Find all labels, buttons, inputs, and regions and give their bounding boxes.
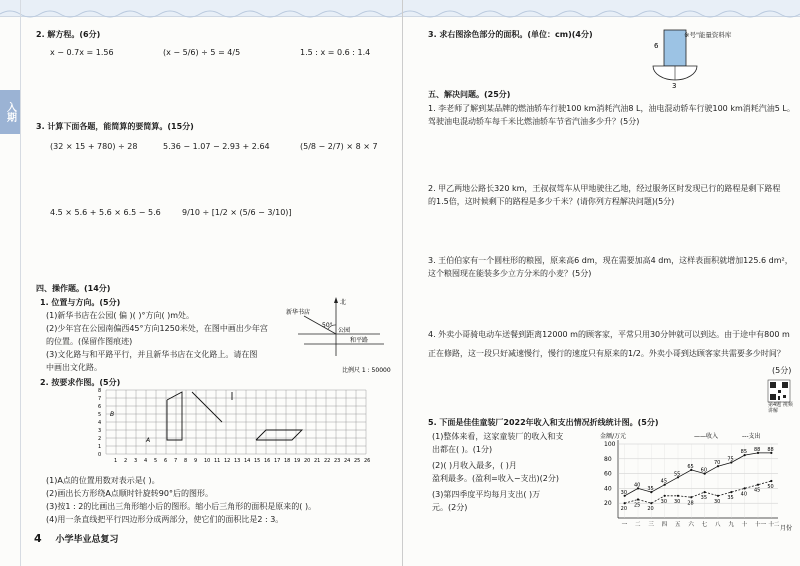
- grid-x-tick: 7: [174, 458, 178, 464]
- data-point: [664, 495, 666, 497]
- data-label: 25: [634, 502, 641, 509]
- map-road-label: 和平路: [350, 337, 369, 344]
- grid-x-tick: 12: [224, 458, 231, 464]
- data-label: 28: [687, 500, 694, 507]
- x-tick-label: 六: [688, 522, 694, 528]
- y-tick-label: 20: [604, 500, 612, 508]
- grid-y-tick: 0: [98, 452, 102, 458]
- grid-x-tick: 5: [154, 458, 158, 464]
- wave-decoration: [0, 8, 800, 18]
- data-label: 40: [740, 491, 748, 498]
- map-angle-label: 50°: [322, 322, 333, 329]
- data-label: 85: [740, 449, 748, 456]
- x-tick-label: 五: [675, 522, 681, 528]
- map-figure: [284, 294, 396, 382]
- q4-1-line-5: 中画出文化路。: [46, 363, 102, 372]
- page-number: 4: [34, 532, 42, 545]
- x-tick-label: 十二: [768, 522, 780, 528]
- y-tick-label: 60: [604, 470, 612, 478]
- data-point: [770, 480, 772, 482]
- grid-y-tick: 2: [98, 436, 102, 442]
- map-store-label: 新华书店: [286, 309, 311, 316]
- data-label: 65: [687, 463, 694, 470]
- chart-ylabel: 金额/万元: [600, 433, 627, 440]
- data-label: 30: [620, 489, 628, 496]
- problem-5-line-5: (3)第四季度平均每月支出( )万: [432, 490, 541, 499]
- grid-x-tick: 2: [124, 458, 128, 464]
- data-point: [624, 502, 626, 504]
- data-point: [690, 496, 692, 498]
- q4-1-title: 1. 位置与方向。(5分): [40, 298, 121, 307]
- triangle-shape: [192, 392, 222, 422]
- data-label: 70: [714, 460, 721, 467]
- x-tick-label: 九: [728, 522, 734, 528]
- grid-x-tick: 24: [344, 458, 351, 464]
- map-park-label: 公园: [338, 327, 351, 334]
- q2-title: 2. 解方程。(6分): [36, 30, 101, 39]
- x-tick-label: 一: [621, 522, 628, 528]
- grid-lines: [106, 390, 366, 454]
- x-tick-label: 二: [635, 522, 641, 528]
- side-tab: 入期: [0, 90, 20, 134]
- grid-x-tick: 10: [204, 458, 211, 464]
- x-tick-label: 十一: [755, 522, 767, 528]
- grid-x-tick: 16: [264, 458, 271, 464]
- q3-title: 3. 计算下面各题，能简算的要简算。(15分): [36, 122, 194, 131]
- q2-equation-1: x − 0.7x = 1.56: [50, 48, 114, 57]
- grid-x-tick: 14: [244, 458, 251, 464]
- grid-x-tick: 20: [304, 458, 311, 464]
- data-point: [717, 495, 719, 497]
- grid-y-tick: 7: [98, 396, 102, 402]
- problem-5-line-3: (2)( )月收入最多，( )月: [432, 461, 517, 470]
- q4-1-line-3: 的位置。(保留作图痕迹): [46, 337, 133, 346]
- chart-grid: [604, 440, 780, 528]
- grid-y-tick: 5: [98, 412, 102, 418]
- grid-x-tick: 25: [354, 458, 361, 464]
- problem-1-line-2: 驾驶油电混动轿车每千米比燃油轿车节省汽油多少升？(5分): [428, 117, 640, 126]
- grid-x-tick: 13: [234, 458, 241, 464]
- data-label: 75: [727, 456, 734, 463]
- shaded-rectangle: [664, 30, 686, 66]
- data-label: 45: [754, 487, 761, 494]
- data-label: 35: [647, 486, 654, 493]
- q4-2-line-3: (3)按1 : 2的比画出三角形缩小后的图形。缩小后三角形的面积是原来的( )。: [46, 502, 317, 511]
- q3-expression-1: (32 × 15 + 780) ÷ 28: [50, 142, 138, 151]
- data-label: 35: [700, 495, 708, 502]
- data-point: [757, 484, 759, 486]
- problem-5-line-2: 出都在( )。(1分): [432, 445, 493, 454]
- data-label: 20: [620, 506, 628, 513]
- data-label: 60: [700, 467, 708, 474]
- problem-3-line-1: 3. 王伯伯家有一个圆柱形的粮囤，原来高6 dm，现在需要加高4 dm，这样表面积就增加125.6 dm²，: [428, 256, 793, 265]
- x-tick-label: 七: [701, 522, 708, 528]
- y-tick-label: 80: [604, 455, 612, 463]
- x-tick-label: 八: [715, 522, 721, 528]
- x-tick-label: 三: [648, 522, 654, 528]
- section-4-title: 四、操作题。(14分): [36, 284, 111, 293]
- problem-4-score: (5分): [772, 366, 792, 375]
- data-label: 88: [754, 446, 761, 453]
- data-point: [744, 487, 746, 489]
- map-north-label: 北: [340, 299, 347, 306]
- q4-1-line-4: (3)文化路与和平路平行，并且新华书店在文化路上。请在图: [46, 350, 258, 359]
- data-point: [730, 491, 732, 493]
- left-gutter: [20, 0, 21, 566]
- label-3: 3: [672, 82, 677, 90]
- grid-x-tick: 8: [184, 458, 188, 464]
- data-label: 55: [674, 471, 681, 478]
- q4-2-line-1: (1)A点的位置用数对表示是( )。: [46, 476, 160, 485]
- x-tick-label: 四: [661, 522, 668, 528]
- data-label: 30: [660, 498, 668, 505]
- problem-5-line-1: (1)整体来看，这家童装厂的收入和支: [432, 432, 564, 441]
- data-label: 88: [767, 446, 774, 453]
- q4-2-title: 2. 按要求作图。(5分): [40, 378, 121, 387]
- data-point: [637, 498, 639, 500]
- grid-x-tick: 22: [324, 458, 331, 464]
- q4-1-line-2: (2)少年宫在公园南偏西45°方向1250米处，在图中画出少年宫: [46, 324, 268, 333]
- problem-4-line-1: 4. 外卖小哥骑电动车送餐到距离12000 m的顾客家，平常只用30分钟就可以到达。由于途中有800 m: [428, 330, 790, 339]
- grid-x-tick: 4: [144, 458, 148, 464]
- data-label: 40: [634, 482, 641, 489]
- data-label: 45: [660, 478, 668, 485]
- problem-2-line-1: 2. 甲乙两地公路长320 km，王叔叔驾车从甲地驶往乙地，经过服务区时发现已行的路程是剩下路程: [428, 184, 781, 193]
- data-point: [704, 491, 706, 493]
- q2-equation-2: (x − 5/6) ÷ 5 = 4/5: [163, 48, 241, 57]
- data-label: 20: [647, 506, 654, 513]
- data-label: 30: [714, 498, 721, 505]
- data-label: 50: [767, 484, 774, 490]
- grid-x-tick: 19: [294, 458, 301, 464]
- problem-4-line-2: 正在修路，这一段只好减速慢行，慢行的速度只有原来的1/2。外卖小哥到达顾客家共需要多少时间？: [428, 349, 785, 358]
- q4-2-line-4: (4)用一条直线把平行四边形分成两部分，使它们的面积比是2 : 3。: [46, 515, 284, 524]
- label-6: 6: [654, 42, 659, 50]
- q2-equation-3: 1.5 : x = 0.6 : 1.4: [300, 48, 371, 57]
- x-tick-label: 十: [741, 522, 748, 528]
- q3-area-title: 3. 求右图涂色部分的面积。(单位：cm)(4分): [428, 30, 593, 39]
- qr-caption: 第4题 视频讲解: [768, 402, 793, 414]
- resource-note: ※号"能量资料库: [684, 31, 732, 39]
- chart-marks: [621, 447, 774, 512]
- footer: [34, 532, 119, 545]
- grid-x-tick: 15: [254, 458, 261, 464]
- north-arrow-icon: [334, 297, 338, 303]
- center-fold: [402, 0, 403, 566]
- data-point: [650, 502, 652, 504]
- grid-y-tick: 4: [98, 420, 102, 426]
- q3-expression-3: (5/8 − 2/7) × 8 × 7: [300, 142, 378, 151]
- grid-x-tick: 18: [284, 458, 291, 464]
- brand-name: 小学毕业总复习: [55, 535, 119, 545]
- qr-code-icon[interactable]: [768, 380, 790, 402]
- q3-expression-5: 9/10 ÷ [1/2 × (5/6 − 3/10)]: [182, 208, 292, 217]
- data-label: 30: [674, 498, 681, 505]
- grid-x-tick: 26: [364, 458, 371, 464]
- section-5-title: 五、解决问题。(25分): [428, 90, 511, 99]
- problem-5-line-4: 盈利最多。(盈利=收入−支出)(2分): [432, 474, 559, 483]
- rectangle-shape: [167, 392, 182, 440]
- legend-income: ——收入: [694, 433, 719, 440]
- grid-x-tick: 23: [334, 458, 341, 464]
- grid-y-tick: 8: [98, 388, 102, 394]
- point-a-label: A: [146, 437, 151, 444]
- q4-1-line-1: (1)新华书店在公园( 偏 )( )°方向( )m处。: [46, 311, 195, 320]
- q3-expression-4: 4.5 × 5.6 + 5.6 × 6.5 − 5.6: [50, 208, 161, 217]
- grid-x-tick: 11: [214, 458, 221, 464]
- grid-y-tick: 1: [98, 444, 102, 450]
- grid-x-tick: 3: [134, 458, 138, 464]
- coordinate-grid: [96, 386, 371, 472]
- grid-x-tick: 17: [274, 458, 281, 464]
- y-tick-label: 40: [604, 485, 612, 493]
- chart-xlabel: 月份: [780, 525, 793, 532]
- problem-3-line-2: 这个粮囤现在能装多少立方分米的小麦？(5分): [428, 269, 592, 278]
- grid-x-tick: 1: [114, 458, 118, 464]
- grid-y-tick: 6: [98, 404, 102, 410]
- problem-5-line-6: 元。(2分): [432, 503, 468, 512]
- problem-2-line-2: 的1.5倍，这时候剩下的路程是多少千米？(请你列方程解决问题)(5分): [428, 197, 675, 206]
- map-scale-label: 比例尺 1 : 50000: [342, 367, 391, 374]
- grid-y-tick: 3: [98, 428, 102, 434]
- grid-x-tick: 21: [314, 458, 321, 464]
- point-b-label: B: [110, 411, 115, 418]
- y-tick-label: 100: [604, 441, 616, 448]
- parallelogram-shape: [256, 430, 302, 440]
- grid-labels: [98, 388, 370, 464]
- problem-1-line-1: 1. 李老师了解到某品牌的燃油轿车行驶100 km消耗汽油8 L，油电混动轿车行驶100 km消耗汽油5 L。: [428, 104, 795, 113]
- income-expense-chart: [598, 430, 794, 532]
- data-point: [677, 495, 679, 497]
- grid-x-tick: 9: [194, 458, 198, 464]
- grid-x-tick: 6: [164, 458, 168, 464]
- data-label: 35: [727, 495, 734, 502]
- problem-5-title: 5. 下面是佳佳童装厂2022年收入和支出情况折线统计图。(5分): [428, 418, 659, 427]
- q4-2-line-2: (2)画出长方形绕A点顺时针旋转90°后的图形。: [46, 489, 213, 498]
- q3-expression-2: 5.36 − 1.07 − 2.93 + 2.64: [163, 142, 270, 151]
- legend-expense: ‑‑‑支出: [742, 433, 761, 440]
